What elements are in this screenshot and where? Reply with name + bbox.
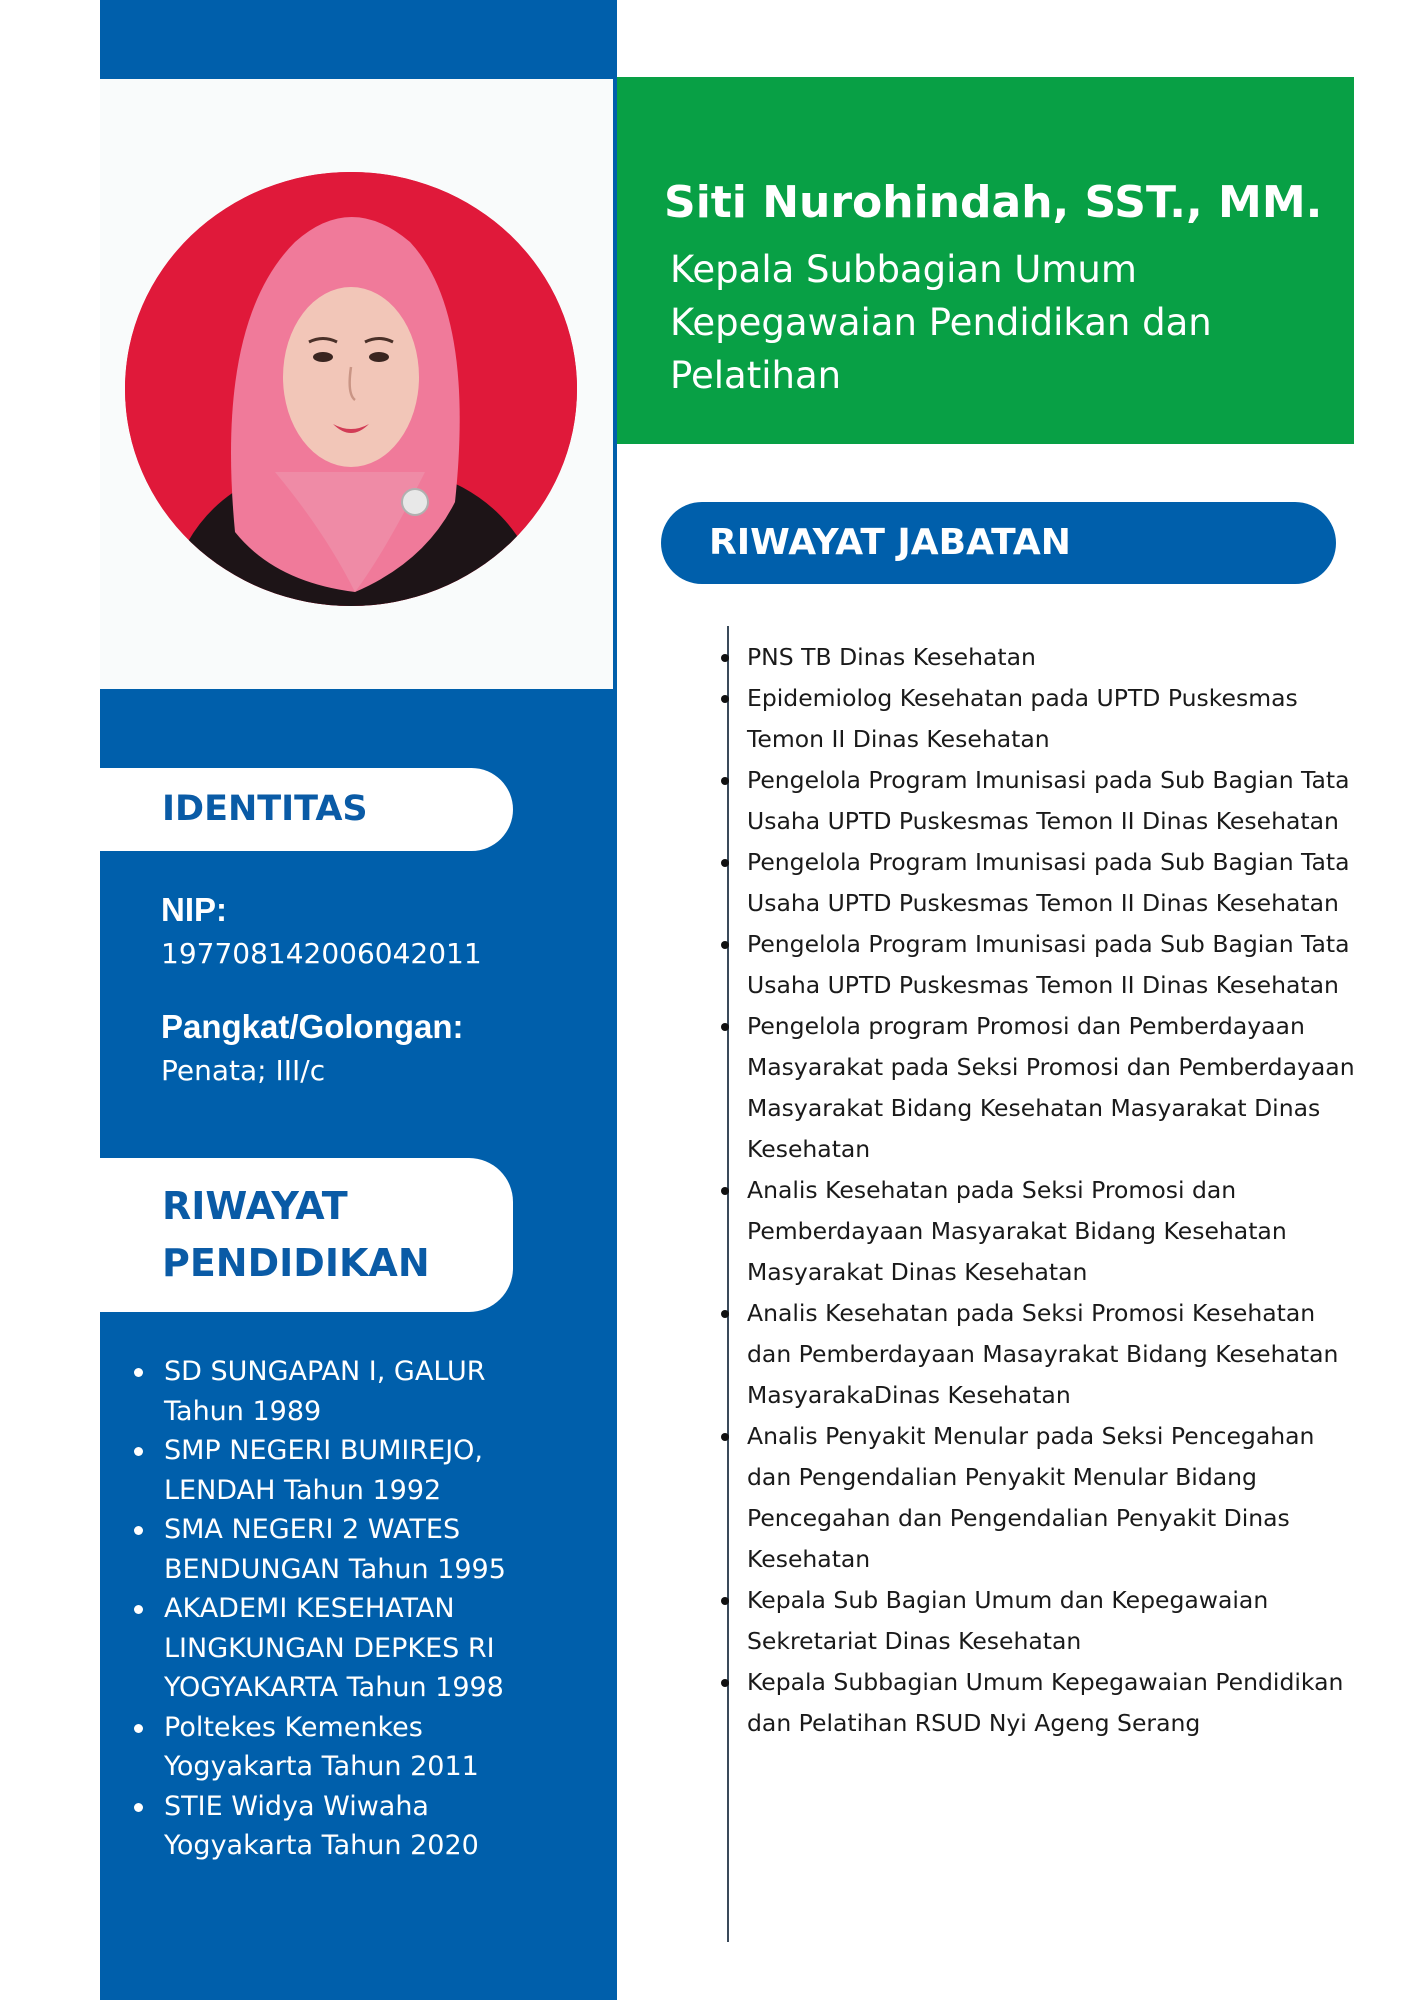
position-item: Analis Kesehatan pada Seksi Promosi dan Pemberdayaan Masyarakat Bidang Kesehatan Masyarakat Dinas Kesehatan — [720, 1170, 1360, 1293]
nip-label: NIP: — [161, 891, 227, 928]
position-list — [720, 637, 1360, 1744]
position-item: Pengelola Program Imunisasi pada Sub Bagian Tata Usaha UPTD Puskesmas Temon II Dinas Kesehatan — [720, 760, 1360, 842]
education-item: Poltekes Kemenkes Yogyakarta Tahun 2011 — [134, 1708, 574, 1787]
position-item: Pengelola program Promosi dan Pemberdayaan Masyarakat pada Seksi Promosi dan Pemberdayaan Masyarakat Bidang Kesehatan Masyarakat Dinas Kesehatan — [720, 1006, 1360, 1170]
profile-photo — [125, 172, 577, 606]
portrait-illustration — [125, 172, 577, 606]
jabatan-heading: RIWAYAT JABATAN — [661, 502, 1336, 584]
education-list — [134, 1352, 574, 1866]
identitas-heading: IDENTITAS — [100, 768, 513, 851]
education-item: SMA NEGERI 2 WATES BENDUNGAN Tahun 1995 — [134, 1510, 574, 1589]
position-item: PNS TB Dinas Kesehatan — [720, 637, 1360, 678]
position-item: Kepala Subbagian Umum Kepegawaian Pendidikan dan Pelatihan RSUD Nyi Ageng Serang — [720, 1662, 1360, 1744]
position-item: Pengelola Program Imunisasi pada Sub Bagian Tata Usaha UPTD Puskesmas Temon II Dinas Kesehatan — [720, 842, 1360, 924]
person-name: Siti Nurohindah, SST., MM. — [664, 177, 1323, 228]
nip-value: 197708142006042011 — [161, 937, 482, 970]
education-item: SD SUNGAPAN I, GALUR Tahun 1989 — [134, 1352, 574, 1431]
education-item: SMP NEGERI BUMIREJO, LENDAH Tahun 1992 — [134, 1431, 574, 1510]
position-item: Analis Kesehatan pada Seksi Promosi Kesehatan dan Pemberdayaan Masayrakat Bidang Kesehatan MasyarakaDinas Kesehatan — [720, 1293, 1360, 1416]
position-item: Analis Penyakit Menular pada Seksi Pencegahan dan Pengendalian Penyakit Menular Bidang Pencegahan dan Pengendalian Penyakit Dinas Kesehatan — [720, 1416, 1360, 1580]
education-item: STIE Widya Wiwaha Yogyakarta Tahun 2020 — [134, 1787, 574, 1866]
nip-block — [161, 891, 482, 970]
person-title: Kepala Subbagian Umum Kepegawaian Pendidikan dan Pelatihan — [670, 248, 1212, 397]
education-item: AKADEMI KESEHATAN LINGKUNGAN DEPKES RI YOGYAKARTA Tahun 1998 — [134, 1589, 574, 1708]
name-header — [617, 77, 1354, 444]
position-item: Kepala Sub Bagian Umum dan Kepegawaian Sekretariat Dinas Kesehatan — [720, 1580, 1360, 1662]
position-item: Epidemiolog Kesehatan pada UPTD Puskesmas Temon II Dinas Kesehatan — [720, 678, 1360, 760]
pangkat-label: Pangkat/Golongan: — [161, 1008, 464, 1045]
position-item: Pengelola Program Imunisasi pada Sub Bagian Tata Usaha UPTD Puskesmas Temon II Dinas Kesehatan — [720, 924, 1360, 1006]
pendidikan-heading: RIWAYAT PENDIDIKAN — [100, 1158, 513, 1312]
pangkat-block — [161, 1008, 464, 1087]
pangkat-value: Penata; III/c — [161, 1054, 326, 1087]
